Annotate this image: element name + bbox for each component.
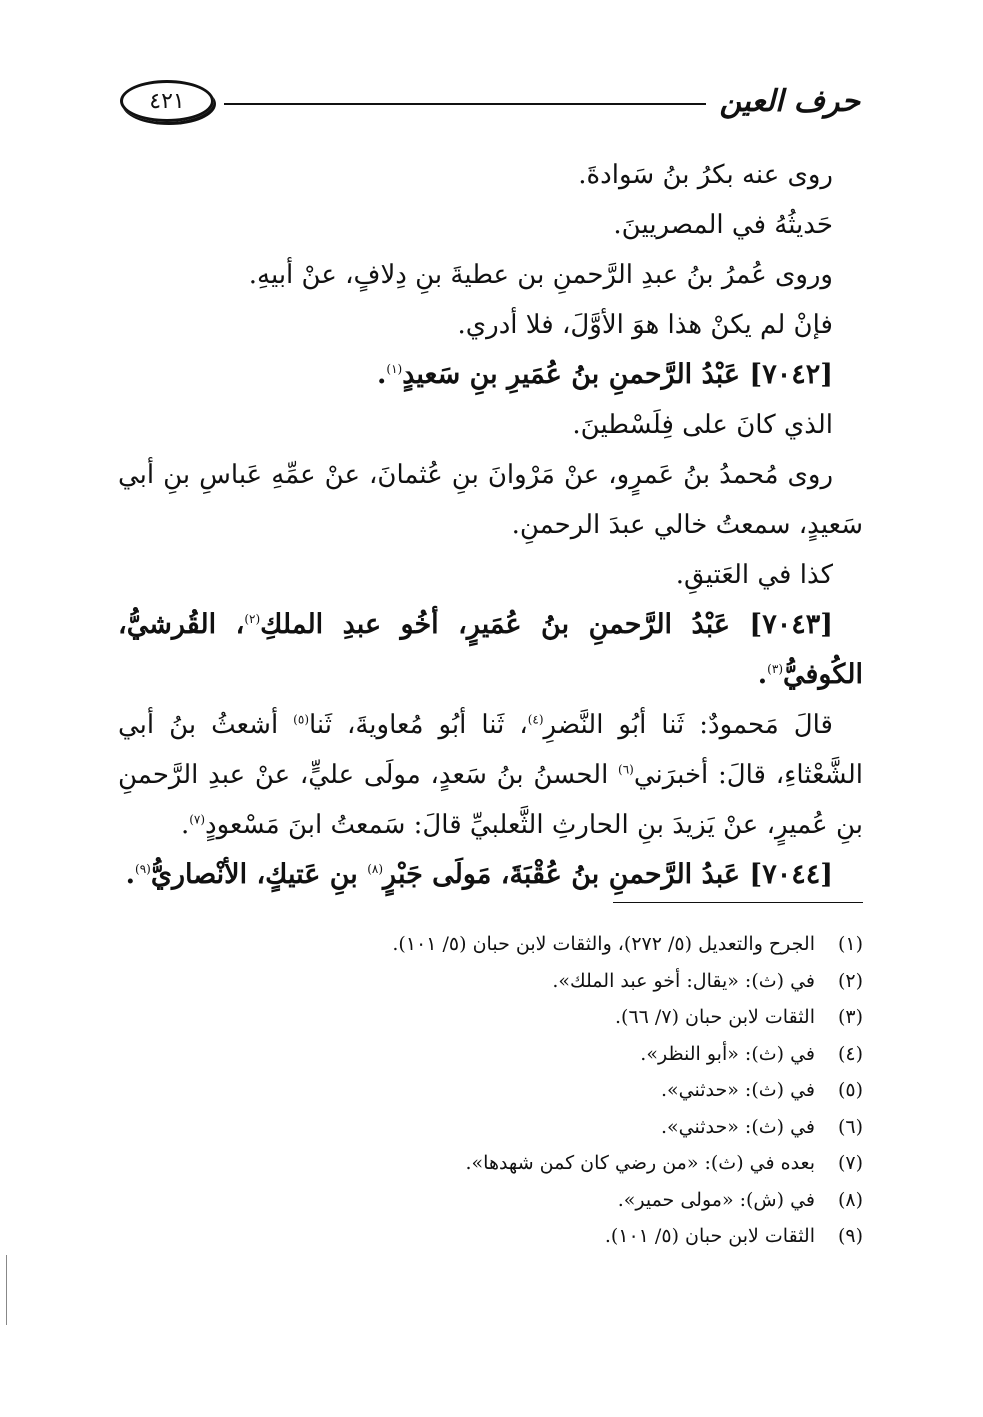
entry-7044: [118, 850, 863, 900]
isnad-part: أشعثُ بنُ أبي الشَّعْثاءِ، قالَ: أخبرَني: [118, 710, 863, 790]
footnote-text: في (ث): «حدثني».: [661, 1115, 815, 1138]
footnote-text: الثقات لابن حبان (٧/ ٦٦).: [615, 1006, 815, 1028]
footnote-number: (٤): [837, 1042, 863, 1065]
footnotes: [118, 926, 863, 1255]
entry-end: .: [125, 859, 136, 890]
footnote: [118, 1218, 863, 1255]
running-header: [120, 76, 860, 126]
isnad-part: قالَ مَحمودٌ: ثَنا أبُو النَّضرِ: [543, 710, 833, 740]
header-rule: [224, 103, 706, 105]
footnote-ref[interactable]: (١): [386, 362, 403, 376]
footnote: [118, 926, 863, 963]
entry-name: عَبدُ الرَّحمنِ بنُ عُقْبَةَ، مَولَى جَبْرٍ: [383, 859, 741, 890]
footnote-number: (١): [837, 933, 863, 955]
footnote-ref[interactable]: (٨): [367, 862, 384, 876]
footnote-ref[interactable]: (٥): [293, 712, 309, 727]
footnote-number: (٢): [837, 969, 863, 992]
footnote: [118, 1109, 863, 1146]
entry-nisba: بنِ عَتيكٍ، الأنْصاريُّ: [150, 859, 368, 890]
footnote-text: في (ث): «حدثني».: [661, 1079, 815, 1101]
footnote-text: في (ش): «مولى حمير».: [617, 1188, 815, 1211]
text-line: كذا في العَتيقِ.: [675, 560, 833, 590]
footnote-number: (٦): [837, 1115, 863, 1138]
footnote-ref[interactable]: (٦): [618, 762, 634, 777]
text-line: فإنْ لم يكنْ هذا هوَ الأوَّلَ، فلا أدري.: [457, 310, 833, 340]
entry-number: [٧٠٤٤]: [749, 859, 833, 890]
footnote: [118, 1182, 863, 1219]
footnote-number: (٥): [837, 1079, 863, 1101]
footnote: [118, 1036, 863, 1073]
isnad-end: .: [180, 810, 190, 840]
footnote-number: (٧): [837, 1152, 863, 1174]
footnote-number: (٣): [837, 1006, 863, 1028]
text-line: حَديثُهُ في المصريينَ.: [613, 210, 833, 240]
footnote: [118, 999, 863, 1036]
footnote-ref[interactable]: (٧): [189, 812, 206, 827]
footnote-number: (٨): [837, 1188, 863, 1211]
footnote-ref[interactable]: (٢): [244, 612, 261, 626]
footnote-separator: [613, 902, 863, 903]
footnote: [118, 1145, 863, 1182]
entry-nisba: ، القُرشيُّ، الكُوفيُّ: [118, 609, 863, 690]
footnote-text: الجرح والتعديل (٥/ ٢٧٢)، والثقات لابن حبان (٥/ ١٠١).: [392, 933, 815, 955]
scan-edge-mark: [6, 1255, 7, 1325]
footnote-ref[interactable]: (٩): [135, 862, 151, 876]
entry-end: .: [757, 659, 768, 690]
main-text: [118, 150, 863, 900]
entry-7042: [118, 350, 863, 400]
footnote: [118, 1072, 863, 1109]
text-line: وروى عُمرُ بنُ عبدِ الرَّحمنِ بن عطيةَ بنِ دِلافٍ، عنْ أبيهِ.: [248, 260, 833, 290]
entry-number: [٧٠٤٣]: [749, 609, 833, 640]
entry-name: عَبْدُ الرَّحمنِ بنُ عُمَيرٍ، أخُو عبدِ الملكِ: [260, 609, 730, 640]
footnote-text: في (ث): «أبو النظر».: [640, 1042, 815, 1065]
entry-name: عَبْدُ الرَّحمنِ بنُ عُمَيرِ بنِ سَعيدٍ: [402, 359, 741, 390]
chapter-title: حرف العين: [719, 83, 860, 119]
footnote-text: الثقات لابن حبان (٥/ ١٠١).: [604, 1225, 815, 1247]
entry-end: .: [377, 359, 387, 390]
text-line: الذي كانَ على فِلَسْطينَ.: [572, 410, 833, 440]
footnote-text: بعده في (ث): «من رضي كان كمن شهدها».: [465, 1152, 815, 1174]
footnote-ref[interactable]: (٤): [527, 712, 544, 727]
footnote-text: في (ث): «يقال: أخو عبد الملك».: [552, 969, 815, 992]
footnote-ref[interactable]: (٣): [767, 662, 783, 676]
footnote: [118, 963, 863, 1000]
entry-7043: [118, 600, 863, 700]
isnad-part: الحسنُ بنُ سَعدٍ، مولَى عليٍّ، عنْ عبدِ الرَّحمنِ بنِ عُميرٍ، عنْ يَزيدَ بنِ الحارثِ الثَّعلبيِّ قالَ: سَمعتُ ابنَ مَسْعودٍ: [118, 760, 863, 840]
text-paragraph: روى مُحمدُ بنُ عَمرٍو، عنْ مَرْوانَ بنِ عُثمانَ، عنْ عمِّهِ عَباسِ بنِ أبي سَعيدٍ، سمعتُ خالي عبدَ الرحمنِ.: [118, 460, 863, 540]
isnad-part: ، ثَنا أبُو مُعاويةَ، ثَنا: [309, 710, 528, 740]
page-number: ٤٢١: [120, 80, 214, 122]
footnote-number: (٩): [837, 1225, 863, 1247]
entry-number: [٧٠٤٢]: [749, 359, 833, 390]
text-line: روى عنه بكرُ بنُ سَوادةَ.: [578, 160, 833, 190]
isnad-paragraph: [118, 700, 863, 850]
